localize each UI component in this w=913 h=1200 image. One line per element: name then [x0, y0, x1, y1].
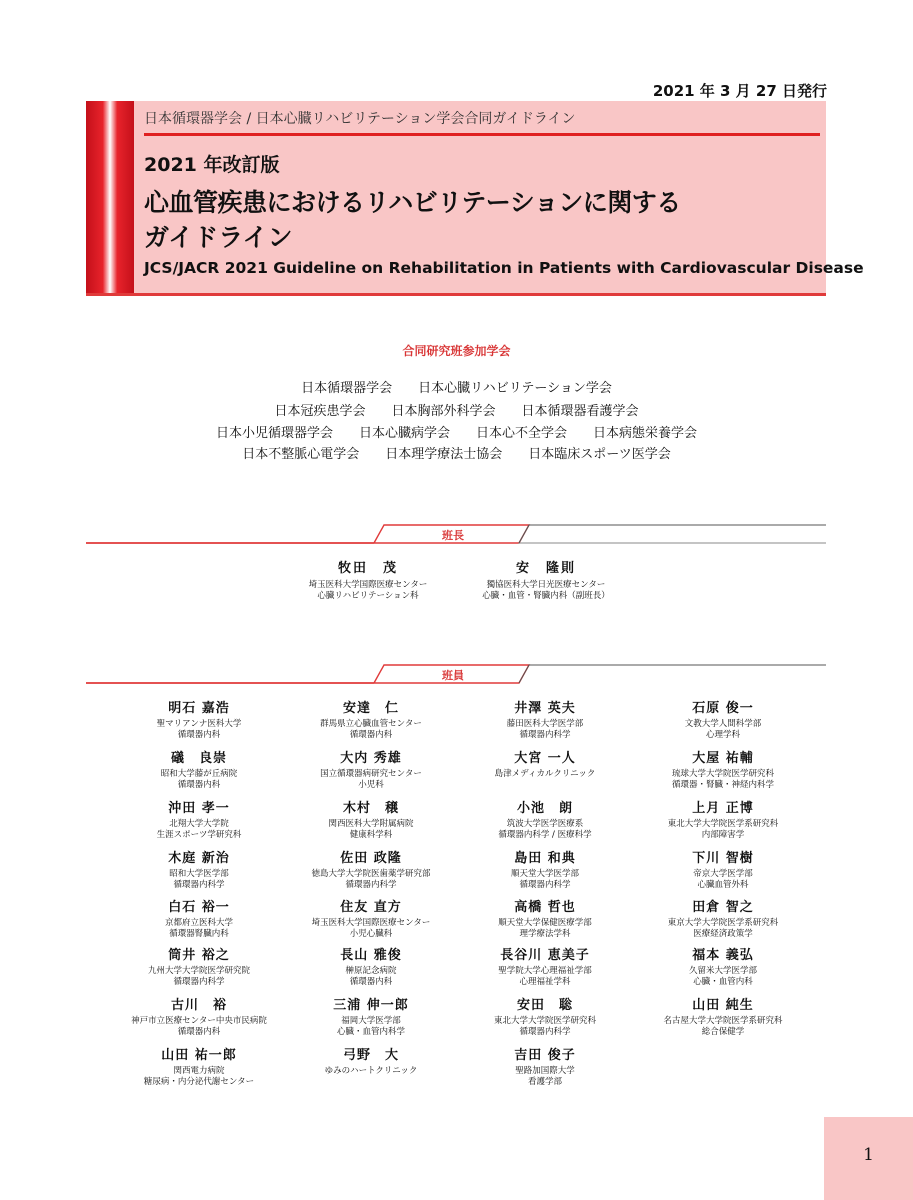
member-affiliation: 北翔大学大学院 生涯スポーツ学研究科 — [156, 819, 242, 840]
society-name: 日本病態栄養学会 — [593, 426, 698, 441]
member-affiliation: 聖マリアンナ医科大学 循環器内科 — [156, 719, 242, 740]
member-entry — [104, 747, 294, 791]
member-entry — [450, 1044, 640, 1088]
member-name: 福本 義弘 — [692, 948, 754, 963]
member-entry — [104, 896, 294, 940]
member-affiliation: 順天堂大学医学部 循環器内科学 — [510, 869, 579, 890]
member-entry — [276, 847, 466, 891]
leader-affiliation: 埼玉医科大学国際医療センター 心臓リハビリテーション科 — [308, 580, 428, 601]
member-entry — [450, 847, 640, 891]
member-entry — [628, 944, 818, 988]
member-affiliation: 群馬県立心臓血管センター 循環器内科 — [320, 719, 422, 740]
member-name: 大宮 一人 — [514, 751, 576, 766]
member-affiliation: 九州大学大学院医学研究院 循環器内科学 — [147, 966, 250, 987]
leader-2 — [446, 557, 646, 602]
member-affiliation: 東京大学大学院医学系研究科 医療経済政策学 — [667, 918, 779, 939]
member-entry — [628, 896, 818, 940]
society-name: 日本理学療法士協会 — [385, 447, 503, 462]
member-name: 明石 嘉浩 — [168, 701, 230, 716]
society-name: 日本循環器学会 — [301, 381, 393, 396]
leader-1 — [268, 557, 468, 602]
member-name: 下川 智樹 — [692, 851, 754, 866]
leader-name: 安 隆則 — [515, 561, 576, 576]
page-number: 1 — [863, 1145, 874, 1165]
member-affiliation: 神戸市立医療センター中央市民病院 循環器内科 — [131, 1016, 267, 1037]
member-name: 住友 直方 — [340, 900, 402, 915]
member-entry — [450, 747, 640, 780]
member-affiliation: ゆみのハートクリニック — [324, 1066, 418, 1076]
member-affiliation: 藤田医科大学医学部 循環器内科学 — [506, 719, 584, 740]
societies-heading: 合同研究班参加学会 — [402, 344, 511, 358]
member-entry — [628, 994, 818, 1038]
member-name: 白石 裕一 — [168, 900, 230, 915]
society-name: 日本循環器看護学会 — [521, 404, 639, 419]
member-name: 長谷川 恵美子 — [500, 948, 590, 963]
member-name: 三浦 伸一郎 — [333, 998, 409, 1013]
member-entry — [450, 896, 640, 940]
member-name: 安達 仁 — [342, 701, 399, 716]
member-affiliation: 聖路加国際大学 看護学部 — [515, 1066, 575, 1087]
joint-guideline-label: 日本循環器学会 / 日本心臓リハビリテーション学会合同ガイドライン — [144, 111, 576, 127]
members-label: 班員 — [442, 669, 464, 682]
member-name: 木庭 新治 — [168, 851, 230, 866]
member-name: 礒 良崇 — [170, 751, 227, 766]
member-name: 佐田 政隆 — [340, 851, 402, 866]
member-name: 山田 祐一郎 — [161, 1048, 237, 1063]
member-entry — [628, 697, 818, 741]
page-number-box — [824, 1117, 913, 1200]
member-entry — [276, 994, 466, 1038]
member-name: 大内 秀雄 — [340, 751, 402, 766]
member-name: 木村 穣 — [342, 801, 399, 816]
member-name: 古川 裕 — [170, 998, 227, 1013]
member-entry — [276, 697, 466, 741]
member-affiliation: 福岡大学医学部 心臓・血管内科学 — [336, 1016, 405, 1037]
english-title: JCS/JACR 2021 Guideline on Rehabilitation in Patients with Cardiovascular Disease — [144, 259, 864, 277]
member-name: 吉田 俊子 — [514, 1048, 576, 1063]
member-affiliation: 榊原記念病院 循環器内科 — [345, 966, 397, 987]
member-name: 田倉 智之 — [692, 900, 754, 915]
member-entry — [276, 797, 466, 841]
member-affiliation: 琉球大学大学院医学研究科 循環器・腎臓・神経内科学 — [671, 769, 774, 790]
member-affiliation: 名古屋大学大学院医学系研究科 総合保健学 — [663, 1016, 783, 1037]
member-affiliation: 筑波大学医学医療系 循環器内科学 / 医療科学 — [498, 819, 592, 840]
member-affiliation: 昭和大学藤が丘病院 循環器内科 — [160, 769, 238, 790]
society-name: 日本心臓リハビリテーション学会 — [418, 381, 612, 396]
member-name: 山田 純生 — [692, 998, 754, 1013]
member-name: 井澤 英夫 — [514, 701, 576, 716]
member-name: 沖田 孝一 — [168, 801, 230, 816]
member-affiliation: 埼玉医科大学国際医療センター 小児心臓科 — [311, 918, 431, 939]
member-entry — [104, 797, 294, 841]
member-affiliation: 島津メディカルクリニック — [494, 769, 596, 779]
member-entry — [276, 1044, 466, 1077]
member-name: 安田 聡 — [516, 998, 573, 1013]
member-affiliation: 久留米大学医学部 心臓・血管内科 — [688, 966, 757, 987]
society-name: 日本不整脈心電学会 — [242, 447, 360, 462]
leader-name: 牧田 茂 — [337, 561, 398, 576]
member-affiliation: 順天堂大学保健医療学部 理学療法学科 — [498, 918, 592, 939]
member-name: 大屋 祐輔 — [692, 751, 754, 766]
member-entry — [450, 797, 640, 841]
member-entry — [276, 896, 466, 940]
member-entry — [450, 697, 640, 741]
member-affiliation: 帝京大学医学部 心臓血管外科 — [693, 869, 753, 890]
member-entry — [276, 747, 466, 791]
issue-date: 2021 年 3 月 27 日発行 — [652, 82, 827, 100]
member-entry — [628, 847, 818, 891]
member-entry — [628, 747, 818, 791]
member-name: 高橋 哲也 — [514, 900, 576, 915]
member-name: 長山 雅俊 — [340, 948, 402, 963]
society-name: 日本小児循環器学会 — [215, 426, 333, 441]
member-entry — [628, 797, 818, 841]
member-name: 石原 俊一 — [692, 701, 754, 716]
member-affiliation: 東北大学大学院医学系研究科 内部障害学 — [667, 819, 779, 840]
member-name: 筒井 裕之 — [168, 948, 230, 963]
member-entry — [104, 847, 294, 891]
leader-affiliation: 獨協医科大学日光医療センター 心臓・血管・腎臓内科（副班長） — [482, 580, 610, 601]
member-entry — [450, 994, 640, 1038]
member-affiliation: 聖学院大学心理福祉学部 心理福祉学科 — [498, 966, 592, 987]
member-affiliation: 文教大学人間科学部 心理学科 — [684, 719, 762, 740]
edition-label: 2021 年改訂版 — [144, 154, 280, 176]
title-line-2: ガイドライン — [144, 223, 293, 252]
member-affiliation: 国立循環器病研究センター 小児科 — [320, 769, 422, 790]
member-affiliation: 徳島大学大学院医歯薬学研究部 循環器内科学 — [311, 869, 431, 890]
society-name: 日本心臓病学会 — [358, 426, 450, 441]
member-entry — [450, 944, 640, 988]
member-affiliation: 京都府立医科大学 循環器腎臓内科 — [164, 918, 233, 939]
member-affiliation: 関西医科大学附属病院 健康科学科 — [328, 819, 414, 840]
member-entry — [104, 994, 294, 1038]
title-line-1: 心血管疾患におけるリハビリテーションに関する — [144, 188, 681, 217]
member-name: 小池 朗 — [516, 801, 573, 816]
member-name: 弓野 大 — [342, 1048, 399, 1063]
member-name: 島田 和典 — [514, 851, 576, 866]
member-entry — [104, 1044, 294, 1088]
society-name: 日本心不全学会 — [476, 426, 568, 441]
member-affiliation: 昭和大学医学部 循環器内科学 — [169, 869, 229, 890]
member-name: 上月 正博 — [692, 801, 754, 816]
society-name: 日本胸部外科学会 — [391, 404, 496, 419]
society-name: 日本冠疾患学会 — [274, 404, 366, 419]
society-name: 日本臨床スポーツ医学会 — [528, 447, 671, 462]
member-affiliation: 東北大学大学院医学研究科 循環器内科学 — [493, 1016, 596, 1037]
member-affiliation: 関西電力病院 糖尿病・内分泌代謝センター — [143, 1066, 255, 1087]
member-entry — [276, 944, 466, 988]
member-entry — [104, 944, 294, 988]
leaders-label: 班長 — [442, 529, 464, 542]
member-entry — [104, 697, 294, 741]
